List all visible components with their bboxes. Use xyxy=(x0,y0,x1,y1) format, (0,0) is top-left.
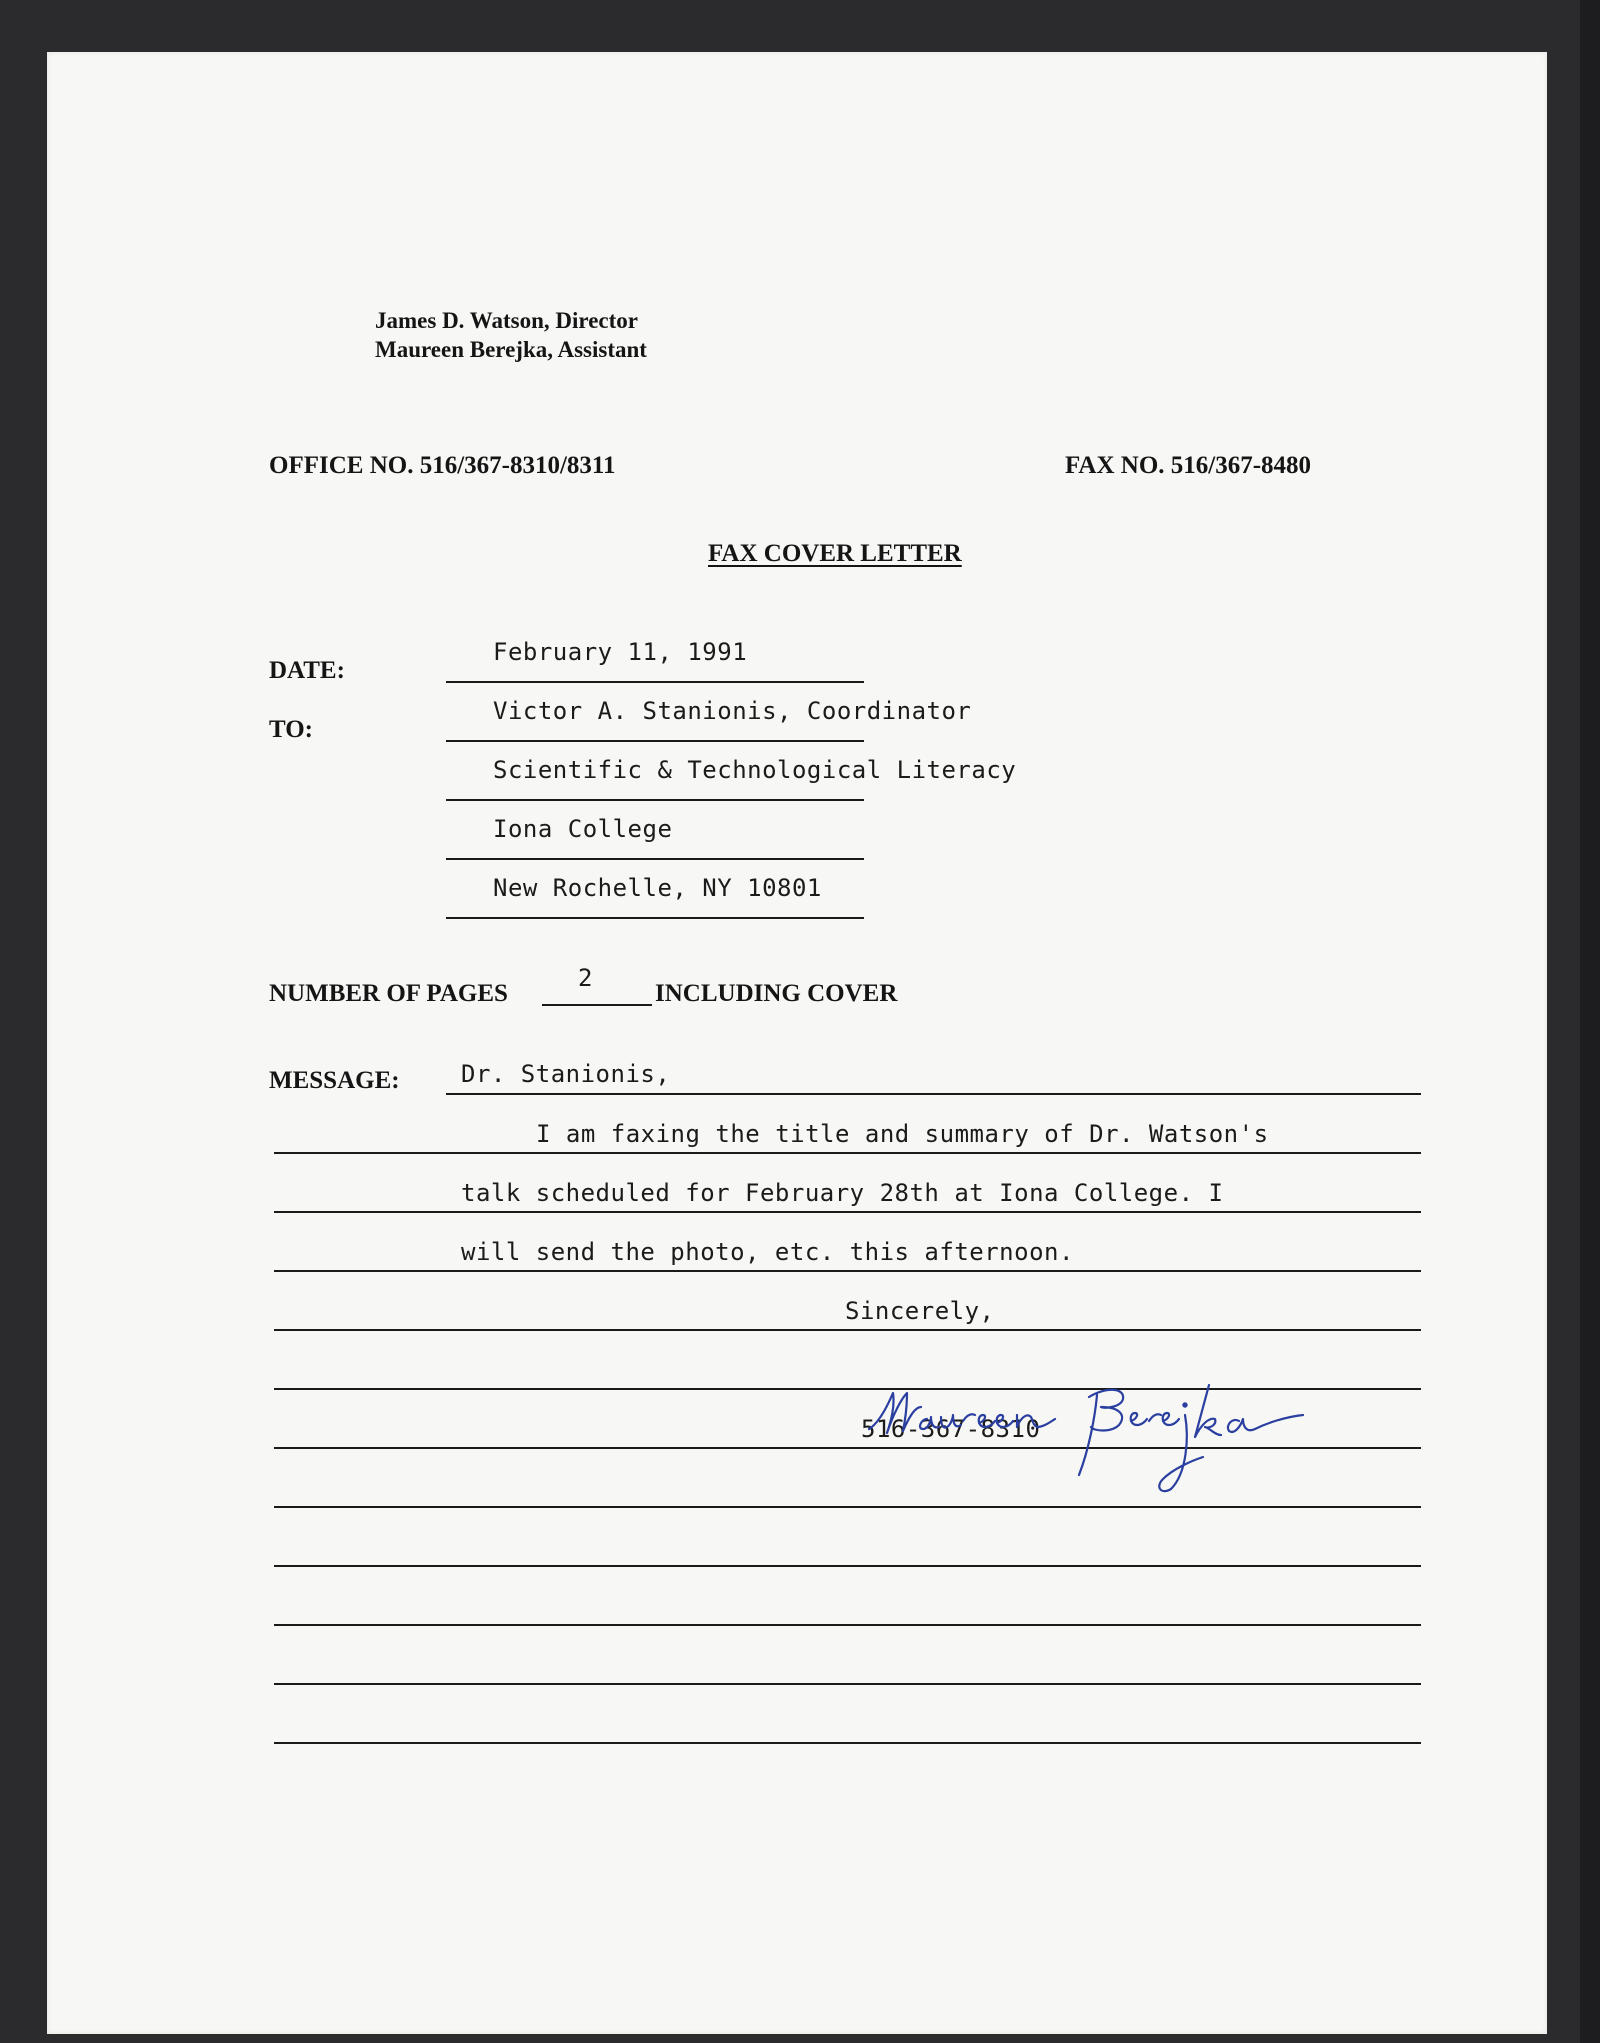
assistant-name: Maureen Berejka, Assistant xyxy=(375,337,647,362)
to-line-4: New Rochelle, NY 10801 xyxy=(493,874,822,902)
message-line-2: talk scheduled for February 28th at Iona College. I xyxy=(461,1179,1224,1207)
message-salutation: Dr. Stanionis, xyxy=(461,1060,671,1088)
to-line-3: Iona College xyxy=(493,815,673,843)
fax-cover-page xyxy=(47,52,1547,2034)
pages-label: NUMBER OF PAGES xyxy=(269,980,508,1007)
to-line-1: Victor A. Stanionis, Coordinator xyxy=(493,697,972,725)
message-rule-3 xyxy=(274,1211,1421,1213)
message-rule-5 xyxy=(274,1329,1421,1331)
handwritten-signature xyxy=(857,1377,1357,1507)
office-number: OFFICE NO. 516/367-8310/8311 xyxy=(269,452,616,479)
pages-rule xyxy=(542,1004,652,1006)
scanner-frame-edge xyxy=(1580,0,1600,2043)
message-rule-11 xyxy=(274,1683,1421,1685)
to-line-2: Scientific & Technological Literacy xyxy=(493,756,1017,784)
message-rule-9 xyxy=(274,1565,1421,1567)
pages-value: 2 xyxy=(578,964,593,992)
message-rule-4 xyxy=(274,1270,1421,1272)
pages-label-suffix: INCLUDING COVER xyxy=(655,980,898,1007)
message-rule-10 xyxy=(274,1624,1421,1626)
message-rule-2 xyxy=(274,1152,1421,1154)
message-label: MESSAGE: xyxy=(269,1067,400,1094)
document-title: FAX COVER LETTER xyxy=(708,540,962,567)
to-rule-2 xyxy=(446,799,864,801)
to-label: TO: xyxy=(269,716,313,743)
message-phone: 516-367-8310 xyxy=(861,1415,1041,1443)
message-line-1: I am faxing the title and summary of Dr. Watson's xyxy=(536,1120,1269,1148)
message-closing: Sincerely, xyxy=(845,1297,995,1325)
director-name: James D. Watson, Director xyxy=(375,308,638,333)
date-label: DATE: xyxy=(269,657,345,684)
date-value: February 11, 1991 xyxy=(493,638,748,666)
to-rule-4 xyxy=(446,917,864,919)
date-rule xyxy=(446,681,864,683)
message-line-3: will send the photo, etc. this afternoon. xyxy=(461,1238,1074,1266)
fax-number: FAX NO. 516/367-8480 xyxy=(1065,452,1312,479)
to-rule-3 xyxy=(446,858,864,860)
message-rule-12 xyxy=(274,1742,1421,1744)
to-rule-1 xyxy=(446,740,864,742)
message-rule-1 xyxy=(446,1093,1421,1095)
